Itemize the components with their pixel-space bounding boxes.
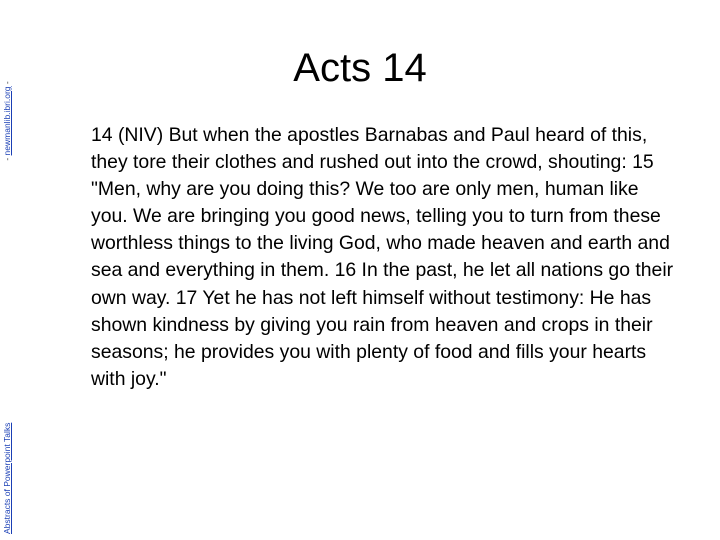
newmanlib-link[interactable]: newmanlib.ibri.org [2, 86, 12, 156]
credit-separator: - [2, 81, 12, 87]
credit-lead: - [2, 155, 12, 161]
scripture-passage: 14 (NIV) But when the apostles Barnabas and Paul heard of this, they tore their clothes and rushed out into the crowd, shouting: 15 "Men, why are you doing this? We too are only men, human like you. We are bringing you good news, telling you to turn from these worthless things to the living God, who made heaven and earth and sea and everything in them. 16 In the past, he let all nations go their own way. 17 Yet he has not left himself without testimony: He has shown kindness by giving you rain from heaven and crops in their seasons; he provides you with plenty of food and fills your hearts with joy." [91, 124, 674, 390]
side-credit [2, 0, 16, 540]
side-credit-text [2, 81, 13, 534]
abstracts-link[interactable]: Abstracts of Powerpoint Talks [2, 422, 12, 534]
slide-title: Acts 14 [293, 46, 427, 90]
